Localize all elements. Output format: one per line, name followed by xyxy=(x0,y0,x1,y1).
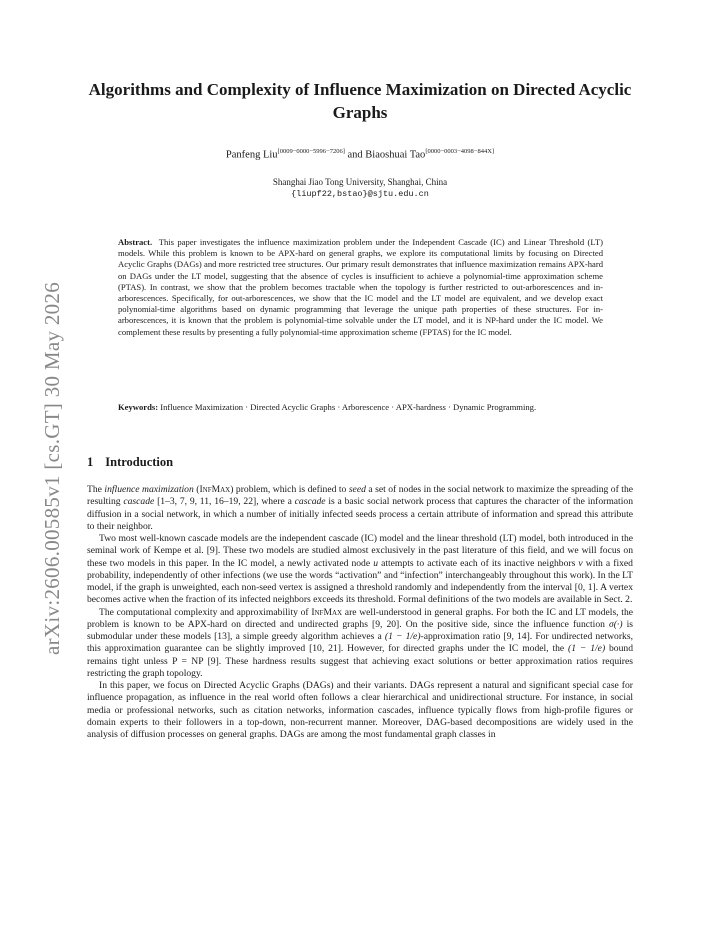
paragraph: Two most well-known cascade models are the independent cascade (IC) model and the linear threshold (LT) model, both introduced in the seminal work of Kempe et al. [9]. These two models are studied almost exclusively in the past literature of this field, and we will focus on these two models in this paper. In the IC model, a newly activated node u attempts to activate each of its inactive neighbors v with a fixed probability, independently of other infections (we use the words “activation” and “infection” interchangeably throughout this work). In the LT model, if the graph is unweighted, each non-seed vertex is assigned a threshold randomly and independently from the interval [0, 1]. A vertex becomes active when the fraction of its infected neighbors exceeds its threshold. Formal definitions of the two models are available in Sect. 2. xyxy=(87,533,633,606)
section-heading xyxy=(87,455,173,470)
author-line xyxy=(80,148,640,161)
paragraph: The computational complexity and approximability of InfMax are well-understood in general graphs. For both the IC and LT models, the problem is known to be APX-hard on directed and undirected graphs [9, 20]. On the positive side, since the influence function σ(·) is submodular under these models [13], a simple greedy algorithm achieves a (1 − 1/e)-approximation ratio [9, 14]. For undirected networks, this approximation guarantee can be slightly improved [10, 21]. However, for directed graphs under the IC model, the (1 − 1/e) bound remains tight unless P = NP [9]. These hardness results suggest that achieving exact solutions or better approximation ratios requires restricting the graph topology. xyxy=(87,606,634,679)
author-name: Biaoshuai Tao xyxy=(365,149,426,161)
paper-title: Algorithms and Complexity of Influence Maximization on Directed Acyclic Graphs xyxy=(88,80,632,122)
section-number: 1 xyxy=(87,455,94,469)
email-address: {liupf22,bstao}@sjtu.edu.cn xyxy=(291,189,429,199)
author-name: Panfeng Liu xyxy=(225,149,278,161)
orcid-id: [0009−0000−5996−7206] xyxy=(277,148,345,155)
affiliation-block xyxy=(80,176,640,200)
abstract-text: This paper investigates the influence maximization problem under the Independent Cascade (IC) and Linear Threshold (LT) models. While this problem is known to be APX-hard on general graphs, we explore its computational limits by focusing on Directed Acyclic Graphs (DAGs) and more restricted tree structures. Our primary result demonstrates that influence maximization remains APX-hard on DAGs under the LT model, suggesting that the absence of cycles is insufficient to achieve a polynomial-time approximation scheme (PTAS). In contrast, we show that the problem becomes tractable when the topology is further restricted to out-arborescences and in-arborescences. Specifically, for out-arborescences, we show that the IC model and the LT model are equivalent, and we develop exact polynomial-time algorithms based on dynamic programming that leverage the unique path properties of these structures. For in-arborescences, it is known that the problem is polynomial-time solvable under the LT model, and it is NP-hard under the IC model. We complement these results by presenting a fully polynomial-time approximation scheme (FPTAS) for the IC model. xyxy=(118,237,603,337)
keywords-text: Influence Maximization · Directed Acyclic Graphs · Arborescence · APX-hardness · Dynamic Programming. xyxy=(160,402,537,412)
keywords-label: Keywords: xyxy=(118,402,159,412)
keywords xyxy=(118,402,603,413)
body-text xyxy=(87,484,633,741)
arxiv-identifier: arXiv:2606.00585v1 [cs.GT] 30 May 2026 xyxy=(40,281,64,655)
paragraph: The influence maximization (InfMax) problem, which is defined to seed a set of nodes in the social network to maximize the spreading of the resulting cascade [1–3, 7, 9, 11, 16–19, 22], where a cascade is a basic social network process that captures the character of the information diffusion in a social network, in which a number of initially infected seeds process a certain attribute of information and spread this attribute to their neighbor. xyxy=(87,484,634,532)
section-title: Introduction xyxy=(105,455,174,469)
paragraph: In this paper, we focus on Directed Acyclic Graphs (DAGs) and their variants. DAGs represent a natural and significant special case for influence propagation, as influence in the real world often follows a clear hierarchical and unidirectional structure. For instance, in social media or professional networks, such as citation networks, information cascades, influence typically flows from high-profile figures or domain experts to their followers in a top-down, non-recurrent manner. Moreover, DAG-based decompositions are widely used in the analysis of diffusion processes on general graphs. DAGs are among the most fundamental graph classes in xyxy=(87,680,633,740)
orcid-id: [0000−0003−4098−844X] xyxy=(425,148,495,155)
arxiv-sidebar xyxy=(20,255,64,655)
abstract-label: Abstract. xyxy=(118,237,153,247)
author-conjunction: and xyxy=(347,149,363,161)
affiliation: Shanghai Jiao Tong University, Shanghai, China xyxy=(272,177,448,187)
abstract xyxy=(118,237,603,338)
